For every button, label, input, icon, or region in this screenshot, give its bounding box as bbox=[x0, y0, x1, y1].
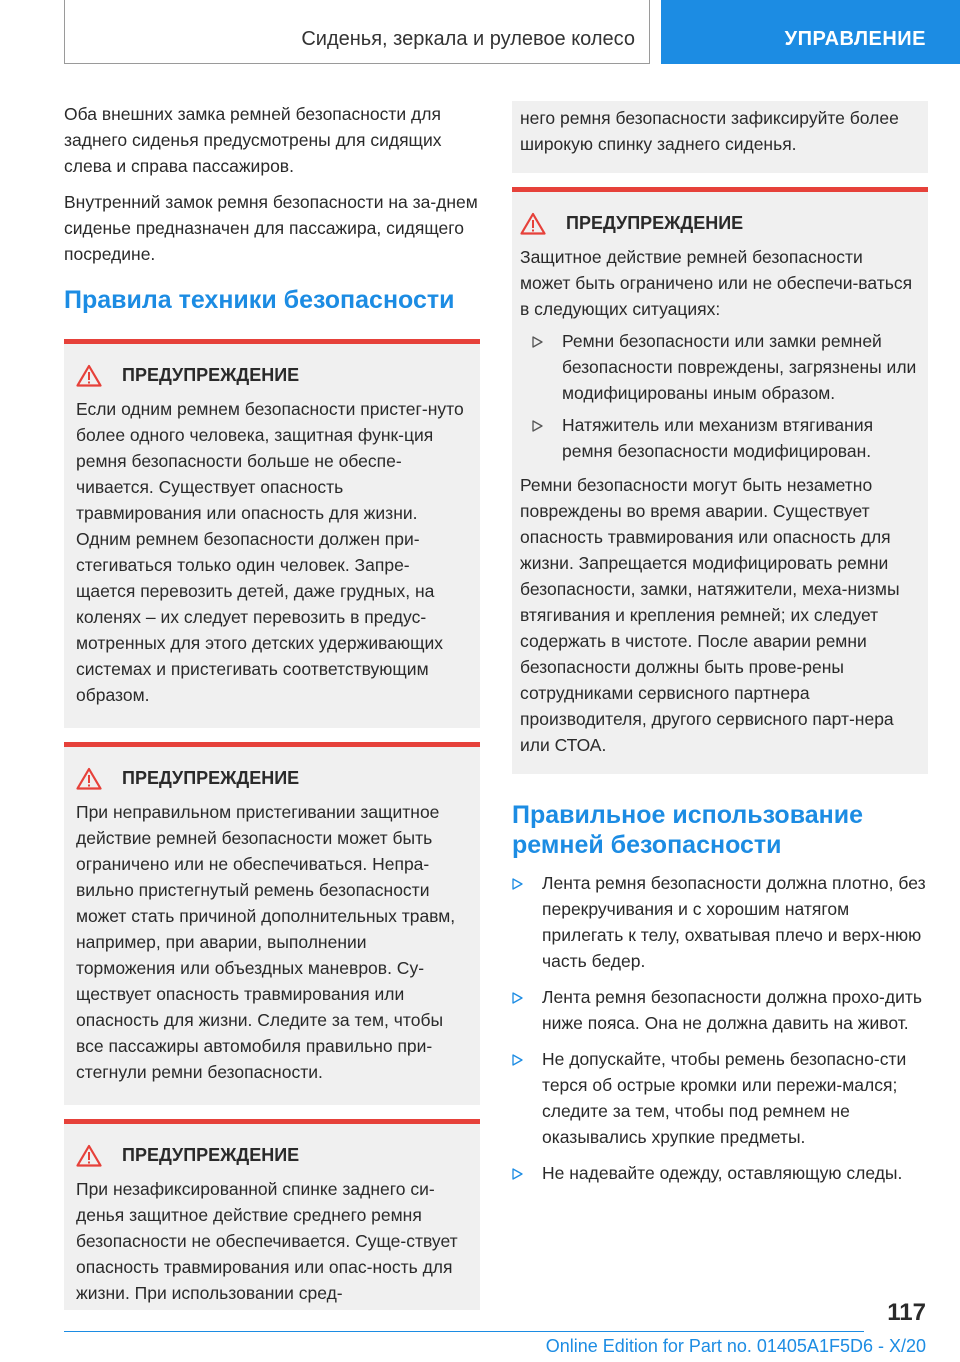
warning-text: При неправильном пристегивании защитное действие ремней безопасности может быть ограничено или не обеспечиваться. Непра-вильно пристегнутый ремень безопасности может стать причиной дополнительных травм, например, при аварии, выполнении торможения или объездных маневров. Су-ществует опасность травмирования или опасность для жизни. Следите за тем, чтобы все пассажиры автомобиля правильно при-стегнули ремни безопасности. bbox=[76, 802, 456, 1082]
warning-continuation-text: него ремня безопасности зафиксируйте более широкую спинку заднего сиденья. bbox=[520, 108, 899, 154]
list-item: Натяжитель или механизм втягивания ремня безопасности модифицирован. bbox=[520, 412, 918, 464]
list-item: Ремни безопасности или замки ремней безопасности повреждены, загрязнены или модифицированы иным образом. bbox=[520, 328, 918, 406]
usage-list bbox=[512, 870, 928, 1186]
section-heading-correct-use: Правильное использование ремней безопасности bbox=[512, 801, 864, 859]
warning-intro-text: Защитное действие ремней безопасности может быть ограничено или не обеспечи-ваться в следующих ситуациях: bbox=[520, 247, 913, 319]
header-chapter-tab[interactable] bbox=[661, 0, 960, 64]
warning-box-1 bbox=[64, 339, 480, 728]
warning-box-4 bbox=[512, 187, 928, 774]
warning-box-2 bbox=[64, 742, 480, 1105]
warning-triangle-icon bbox=[76, 1144, 102, 1167]
warning-triangle-icon bbox=[520, 212, 546, 235]
warning-title: ПРЕДУПРЕЖДЕНИЕ bbox=[76, 362, 466, 388]
warning-title: ПРЕДУПРЕЖДЕНИЕ bbox=[76, 1142, 466, 1168]
header-section-title: Сиденья, зеркала и рулевое колесо bbox=[301, 28, 635, 50]
right-column bbox=[512, 101, 928, 1186]
header-chapter-title: УПРАВЛЕНИЕ bbox=[784, 28, 926, 50]
list-item: Лента ремня безопасности должна плотно, без перекручивания и с хорошим натягом прилегать к телу, охватывая плечо и верх-нюю часть бедер. bbox=[512, 870, 928, 974]
footer-divider bbox=[64, 1331, 864, 1332]
bullet-triangle-icon bbox=[532, 420, 543, 432]
warning-title: ПРЕДУПРЕЖДЕНИЕ bbox=[76, 765, 466, 791]
warning-text: При незафиксированной спинке заднего си-денья защитное действие среднего ремня безопасности не обеспечивается. Суще-ствует опасность травмирования или опас-ность для жизни. При использовании сред- bbox=[76, 1179, 458, 1303]
left-column bbox=[64, 101, 480, 1310]
section-heading-safety-rules: Правила техники безопасности bbox=[64, 286, 455, 314]
warning-triangle-icon bbox=[76, 767, 102, 790]
footer-edition-link[interactable]: Online Edition for Part no. 01405A1F5D6 - X/20 bbox=[545, 1336, 926, 1356]
intro-paragraph-2: Внутренний замок ремня безопасности на за-днем сиденье предназначен для пассажира, сидящего посредине. bbox=[64, 192, 478, 264]
bullet-triangle-icon bbox=[512, 992, 523, 1004]
warning-text: Если одним ремнем безопасности пристег-нуто более одного человека, защитная функ-ция ремня безопасности больше не обеспе-чивается. Существует опасность травмирования или опасность для жизни. Одним ремнем безопасности должен при-стегиваться только один человек. Запре-щается перевозить детей, даже грудных, на коленях – их следует перевозить в предус-мотренных для этого детских удерживающих системах и пристегивать соответствующим образом. bbox=[76, 399, 464, 705]
page-number: 117 bbox=[887, 1299, 926, 1326]
list-item: Не допускайте, чтобы ремень безопасно-сти терся об острые кромки или пережи-мался; следите за тем, чтобы под ремнем не оказывались хрупкие предметы. bbox=[512, 1046, 928, 1150]
warning-text: Ремни безопасности могут быть незаметно повреждены во время аварии. Существует опасность травмирования или опасность для жизни. Запрещается модифицировать ремни безопасности, замки, натяжители, меха-низмы втягивания и крепления ремней; их следует содержать в чистоте. После аварии ремни безопасности должны быть прове-рены сотрудниками сервисного партнера производителя, другого сервисного парт-нера или СТОА. bbox=[520, 475, 900, 755]
intro-paragraph-1: Оба внешних замка ремней безопасности для заднего сиденья предусмотрены для сидящих слева и справа пассажиров. bbox=[64, 104, 442, 176]
bullet-triangle-icon bbox=[512, 878, 523, 890]
warning-box-continued bbox=[512, 101, 928, 173]
warning-triangle-icon bbox=[76, 364, 102, 387]
bullet-triangle-icon bbox=[512, 1054, 523, 1066]
list-item: Лента ремня безопасности должна прохо-дить ниже пояса. Она не должна давить на живот. bbox=[512, 984, 928, 1036]
header-section-box bbox=[64, 0, 650, 64]
list-item: Не надевайте одежду, оставляющую следы. bbox=[512, 1160, 928, 1186]
warning-box-3 bbox=[64, 1119, 480, 1310]
bullet-triangle-icon bbox=[532, 336, 543, 348]
warning-title: ПРЕДУПРЕЖДЕНИЕ bbox=[520, 210, 918, 236]
bullet-triangle-icon bbox=[512, 1168, 523, 1180]
